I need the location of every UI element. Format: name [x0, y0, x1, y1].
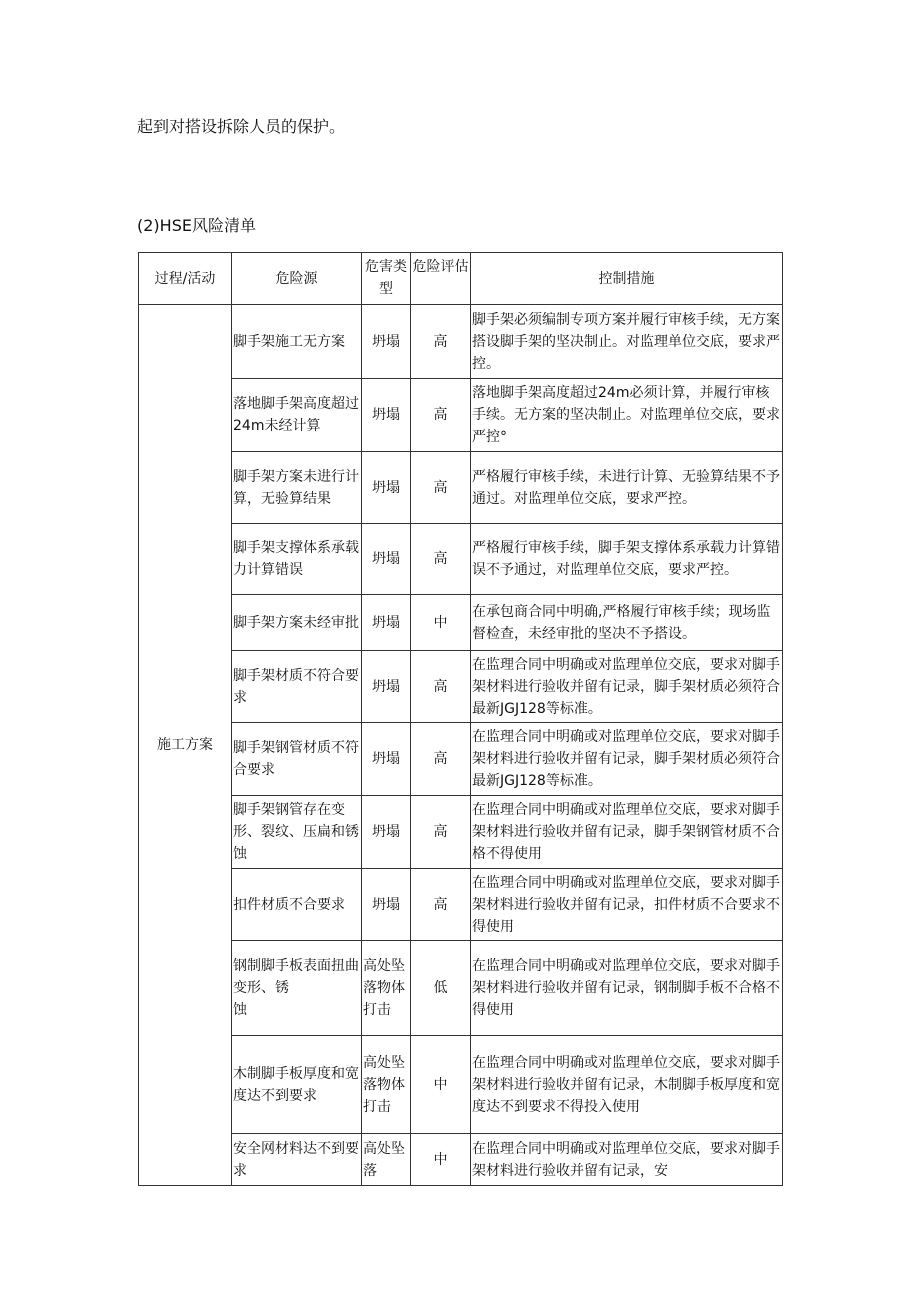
hazard-type-cell: 坍塌	[362, 869, 411, 941]
control-measure-cell: 在监理合同中明确或对监理单位交底，要求对脚手架材料进行验收并留有记录，安	[471, 1134, 783, 1186]
hazard-type-cell: 坍塌	[362, 651, 411, 723]
control-measure-cell: 在监理合同中明确或对监理单位交底，要求对脚手架材料进行验收并留有记录，脚手架材质必须符合最新JGJ128等标准。	[471, 651, 783, 723]
risk-level-cell: 高	[411, 723, 471, 796]
hazard-type-cell: 高处坠落物体打击	[362, 1036, 411, 1134]
hazard-source-cell: 安全网材料达不到要求	[232, 1134, 362, 1186]
hazard-source-cell: 脚手架材质不符合要求	[232, 651, 362, 723]
control-measure-cell: 在监理合同中明确或对监理单位交底，要求对脚手架材料进行验收并留有记录，脚手架材质必须符合最新JGJ128等标准。	[471, 723, 783, 796]
hazard-source-cell: 脚手架方案未进行计算，无验算结果	[232, 452, 362, 524]
risk-level-cell: 高	[411, 869, 471, 941]
table-row	[139, 524, 783, 595]
control-measure-cell: 严格履行审核手续，未进行计算、无验算结果不予通过。对监理单位交底，要求严控。	[471, 452, 783, 524]
hazard-type-cell: 坍塌	[362, 723, 411, 796]
table-row	[139, 452, 783, 524]
hazard-type-cell: 坍塌	[362, 379, 411, 452]
hazard-type-cell: 高处坠落	[362, 1134, 411, 1186]
table-row	[139, 723, 783, 796]
hazard-source-cell: 脚手架施工无方案	[232, 305, 362, 379]
table-row	[139, 1134, 783, 1186]
risk-level-cell: 高	[411, 452, 471, 524]
risk-level-cell: 中	[411, 1036, 471, 1134]
header-measures: 控制措施	[471, 253, 783, 305]
risk-level-cell: 高	[411, 651, 471, 723]
risk-level-cell: 高	[411, 796, 471, 869]
hazard-source-cell: 脚手架支撑体系承载力计算错误	[232, 524, 362, 595]
table-row	[139, 869, 783, 941]
hazard-type-cell: 坍塌	[362, 796, 411, 869]
table-row	[139, 305, 783, 379]
hse-risk-table	[138, 252, 783, 1186]
hazard-source-cell: 脚手架方案未经审批	[232, 595, 362, 651]
risk-level-cell: 中	[411, 595, 471, 651]
risk-level-cell: 高	[411, 379, 471, 452]
hazard-source-cell: 脚手架钢管存在变形、裂纹、压扁和锈蚀	[232, 796, 362, 869]
header-hazard-type: 危害类型	[362, 253, 411, 305]
table-row	[139, 379, 783, 452]
hazard-source-cell: 脚手架钢管材质不符合要求	[232, 723, 362, 796]
hazard-type-cell: 坍塌	[362, 305, 411, 379]
risk-level-cell: 低	[411, 941, 471, 1036]
table-row	[139, 595, 783, 651]
section-title: (2)HSE风险清单	[137, 216, 256, 235]
control-measure-cell: 在监理合同中明确或对监理单位交底，要求对脚手架材料进行验收并留有记录，木制脚手板厚度和宽度达不到要求不得投入使用	[471, 1036, 783, 1134]
control-measure-cell: 在承包商合同中明确,严格履行审核手续；现场监督检查，未经审批的坚决不予搭设。	[471, 595, 783, 651]
hazard-source-cell: 木制脚手板厚度和宽度达不到要求	[232, 1036, 362, 1134]
header-risk-level: 危险评估	[411, 253, 471, 305]
hazard-type-cell: 坍塌	[362, 595, 411, 651]
intro-paragraph: 起到对搭设拆除人员的保护。	[137, 117, 346, 136]
header-process: 过程/活动	[139, 253, 232, 305]
control-measure-cell: 严格履行审核手续，脚手架支撑体系承载力计算错误不予通过，对监理单位交底，要求严控。	[471, 524, 783, 595]
risk-level-cell: 高	[411, 305, 471, 379]
hazard-type-cell: 高处坠落物体打击	[362, 941, 411, 1036]
table-row	[139, 941, 783, 1036]
process-cell: 施工方案	[139, 305, 232, 1186]
table-header-row	[139, 253, 783, 305]
control-measure-cell: 在监理合同中明确或对监理单位交底，要求对脚手架材料进行验收并留有记录，钢制脚手板不合格不得使用	[471, 941, 783, 1036]
control-measure-cell: 在监理合同中明确或对监理单位交底，要求对脚手架材料进行验收并留有记录，脚手架钢管材质不合格不得使用	[471, 796, 783, 869]
table-row	[139, 651, 783, 723]
hazard-source-cell: 钢制脚手板表面扭曲变形、锈 蚀	[232, 941, 362, 1036]
control-measure-cell: 脚手架必须编制专项方案并履行审核手续，无方案搭设脚手架的坚决制止。对监理单位交底，要求严控。	[471, 305, 783, 379]
header-hazard-source: 危险源	[232, 253, 362, 305]
risk-level-cell: 高	[411, 524, 471, 595]
hazard-source-cell: 扣件材质不合要求	[232, 869, 362, 941]
hazard-type-cell: 坍塌	[362, 452, 411, 524]
risk-level-cell: 中	[411, 1134, 471, 1186]
hazard-type-cell: 坍塌	[362, 524, 411, 595]
hazard-source-cell: 落地脚手架高度超过24m未经计算	[232, 379, 362, 452]
control-measure-cell: 落地脚手架高度超过24m必须计算，并履行审核手续。无方案的坚决制止。对监理单位交底，要求严控°	[471, 379, 783, 452]
control-measure-cell: 在监理合同中明确或对监理单位交底，要求对脚手架材料进行验收并留有记录，扣件材质不合要求不得使用	[471, 869, 783, 941]
table-row	[139, 796, 783, 869]
table-row	[139, 1036, 783, 1134]
